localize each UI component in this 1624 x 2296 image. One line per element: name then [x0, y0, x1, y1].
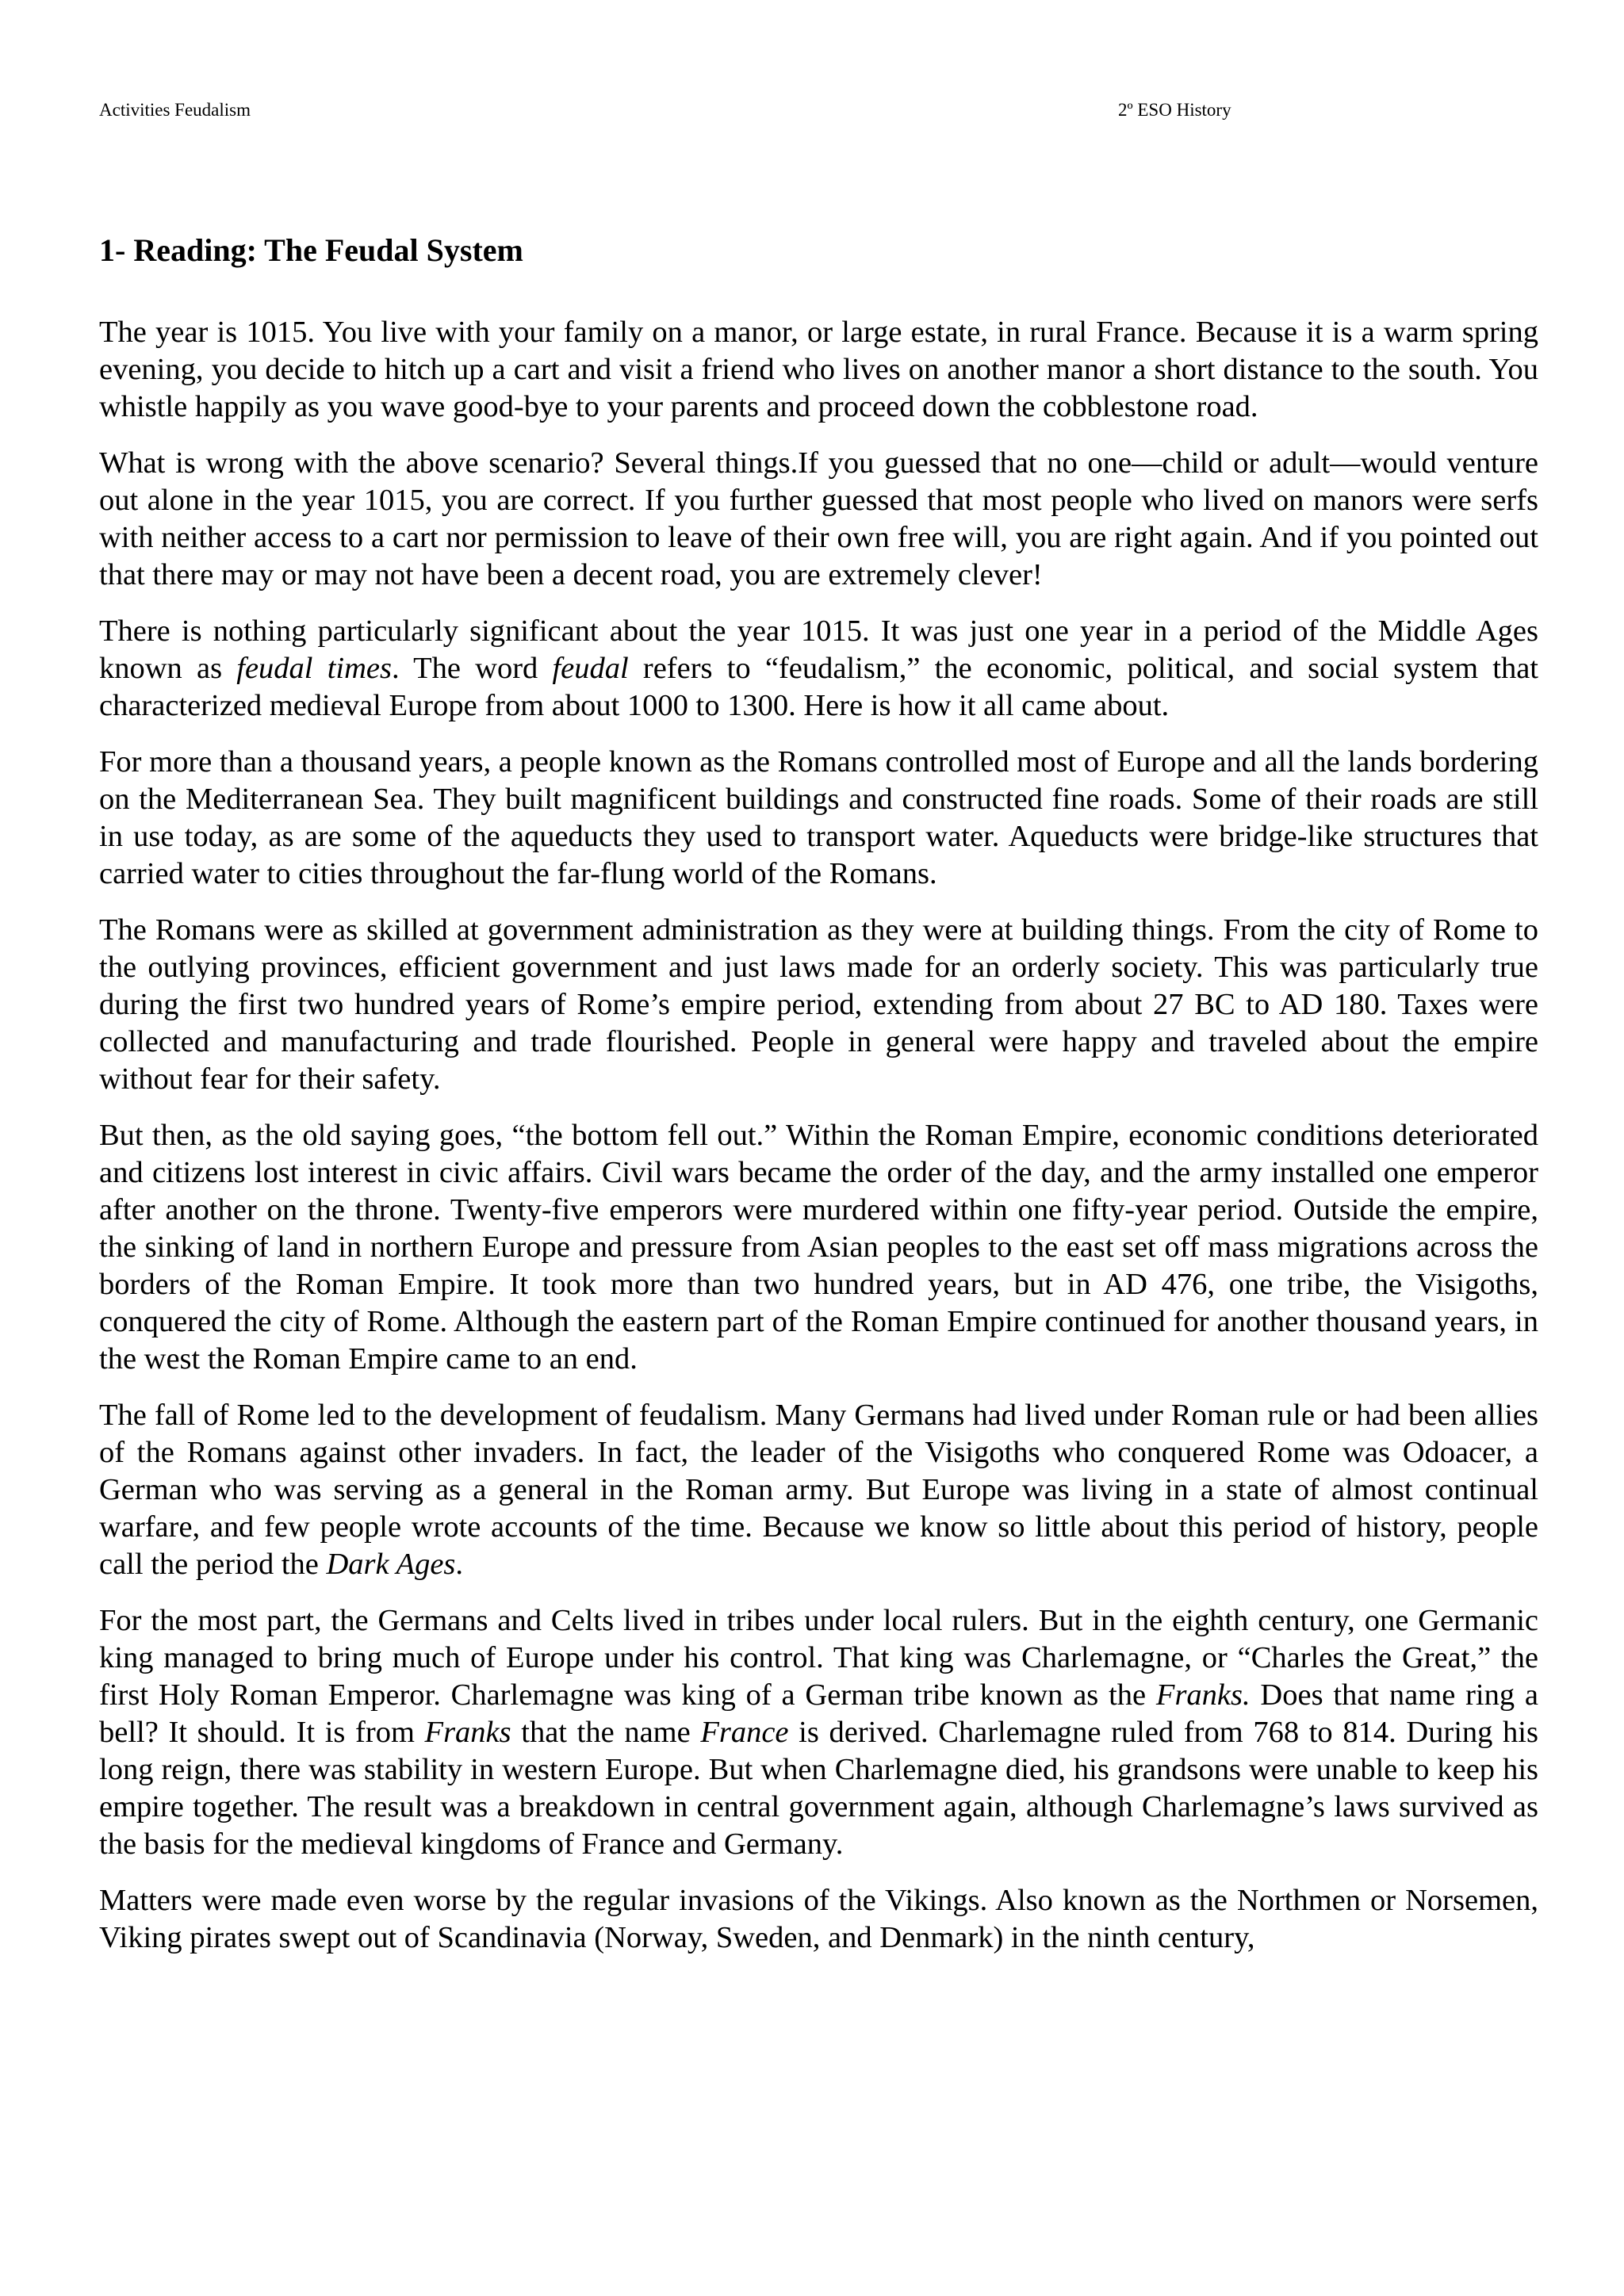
paragraph-7-text-a: The fall of Rome led to the development of feudalism. Many Germans had lived under Roman rule or had been allies of the Romans against other invaders. In fact, the leader of the Visigoths who conquered Rome was Odoacer, a German who was serving as a general in the Roman army. But Europe was living in a state of almost continual warfare, and few people wrote accounts of the time. Because we know so little about this period of history, people call the period the: [99, 1399, 1538, 1581]
paragraph-7-text-b: .: [455, 1548, 464, 1581]
section-title: 1- Reading: The Feudal System: [99, 232, 523, 268]
paragraph-3-text-b: . The word: [391, 652, 553, 685]
paragraph-3: [99, 613, 1538, 725]
term-franks-2: Franks: [424, 1716, 511, 1749]
paragraph-4: For more than a thousand years, a people known as the Romans controlled most of Europe and all the lands bordering on the Mediterranean Sea. They built magnificent buildings and constructed fine roads. Some of their roads are still in use today, as are some of the aqueducts they used to transport water. Aqueducts were bridge-like structures that carried water to cities throughout the far-flung world of the Romans.: [99, 745, 1538, 890]
paragraph-7: [99, 1397, 1538, 1583]
paragraph-8: [99, 1602, 1538, 1863]
document-body: [99, 227, 1538, 1976]
paragraph-8-text-d: is derived. Charlemagne ruled from 768 to 814. During his long reign, there was stability in western Europe. But when Charlemagne died, his grandsons were unable to keep his empire together. The result was a breakdown in central government again, although Charlemagne’s laws survived as the basis for the medieval kingdoms of France and Germany.: [99, 1716, 1538, 1861]
header-right-text: 2º ESO History: [1118, 100, 1231, 120]
paragraph-8-text-a: For the most part, the Germans and Celts lived in tribes under local rulers. But in the eighth century, one Germanic king managed to bring much of Europe under his control. That king was Charlemagne, or “Charles the Great,” the first Holy Roman Emperor. Charlemagne was king of a German tribe known as the: [99, 1604, 1538, 1712]
term-feudal-times: feudal times: [236, 652, 392, 685]
paragraph-9: Matters were made even worse by the regular invasions of the Vikings. Also known as the Northmen or Norsemen, Viking pirates swept out of Scandinavia (Norway, Sweden, and Denmark) in the ninth century,: [99, 1884, 1538, 1954]
term-france: France: [700, 1716, 789, 1749]
header-left-text: Activities Feudalism: [99, 100, 251, 120]
page-header: [99, 98, 1267, 122]
paragraph-2: What is wrong with the above scenario? Several things.If you guessed that no one—child or adult—would venture out alone in the year 1015, you are correct. If you further guessed that most people who lived on manors were serfs with neither access to a cart nor permission to leave of their own free will, you are right again. And if you pointed out that there may or may not have been a decent road, you are extremely clever!: [99, 446, 1538, 591]
paragraph-8-text-c: that the name: [511, 1716, 701, 1749]
term-feudal: feudal: [552, 652, 629, 685]
term-dark-ages: Dark Ages: [326, 1548, 456, 1581]
paragraph-5: The Romans were as skilled at government administration as they were at building things. From the city of Rome to the outlying provinces, efficient government and just laws made for an orderly society. This was particularly true during the first two hundred years of Rome’s empire period, extending from about 27 BC to AD 180. Taxes were collected and manufacturing and trade flourished. People in general were happy and traveled about the empire without fear for their safety.: [99, 913, 1538, 1096]
paragraph-6: But then, as the old saying goes, “the bottom fell out.” Within the Roman Empire, economic conditions deteriorated and citizens lost interest in civic affairs. Civil wars became the order of the day, and the army installed one emperor after another on the throne. Twenty-five emperors were murdered within one fifty-year period. Outside the empire, the sinking of land in northern Europe and pressure from Asian peoples to the east set off mass migrations across the borders of the Roman Empire. It took more than two hundred years, but in AD 476, one tribe, the Visigoths, conquered the city of Rome. Although the eastern part of the Roman Empire continued for another thousand years, in the west the Roman Empire came to an end.: [99, 1119, 1538, 1376]
paragraph-8-text-b: Does that name ring a bell? It should. It is from: [99, 1678, 1538, 1749]
paragraph-3-text-c: refers to “feudalism,” the economic, political, and social system that characterized medieval Europe from about 1000 to 1300. Here is how it all came about.: [99, 652, 1539, 722]
paragraph-1: The year is 1015. You live with your family on a manor, or large estate, in rural France. Because it is a warm spring evening, you decide to hitch up a cart and visit a friend who lives on another manor a short distance to the south. You whistle happily as you wave good-bye to your parents and proceed down the cobblestone road.: [99, 316, 1538, 423]
paragraph-3-text-a: There is nothing particularly significant about the year 1015. It was just one year in a period of the Middle Ages known as: [99, 614, 1538, 685]
term-franks-1: Franks.: [1155, 1678, 1251, 1712]
